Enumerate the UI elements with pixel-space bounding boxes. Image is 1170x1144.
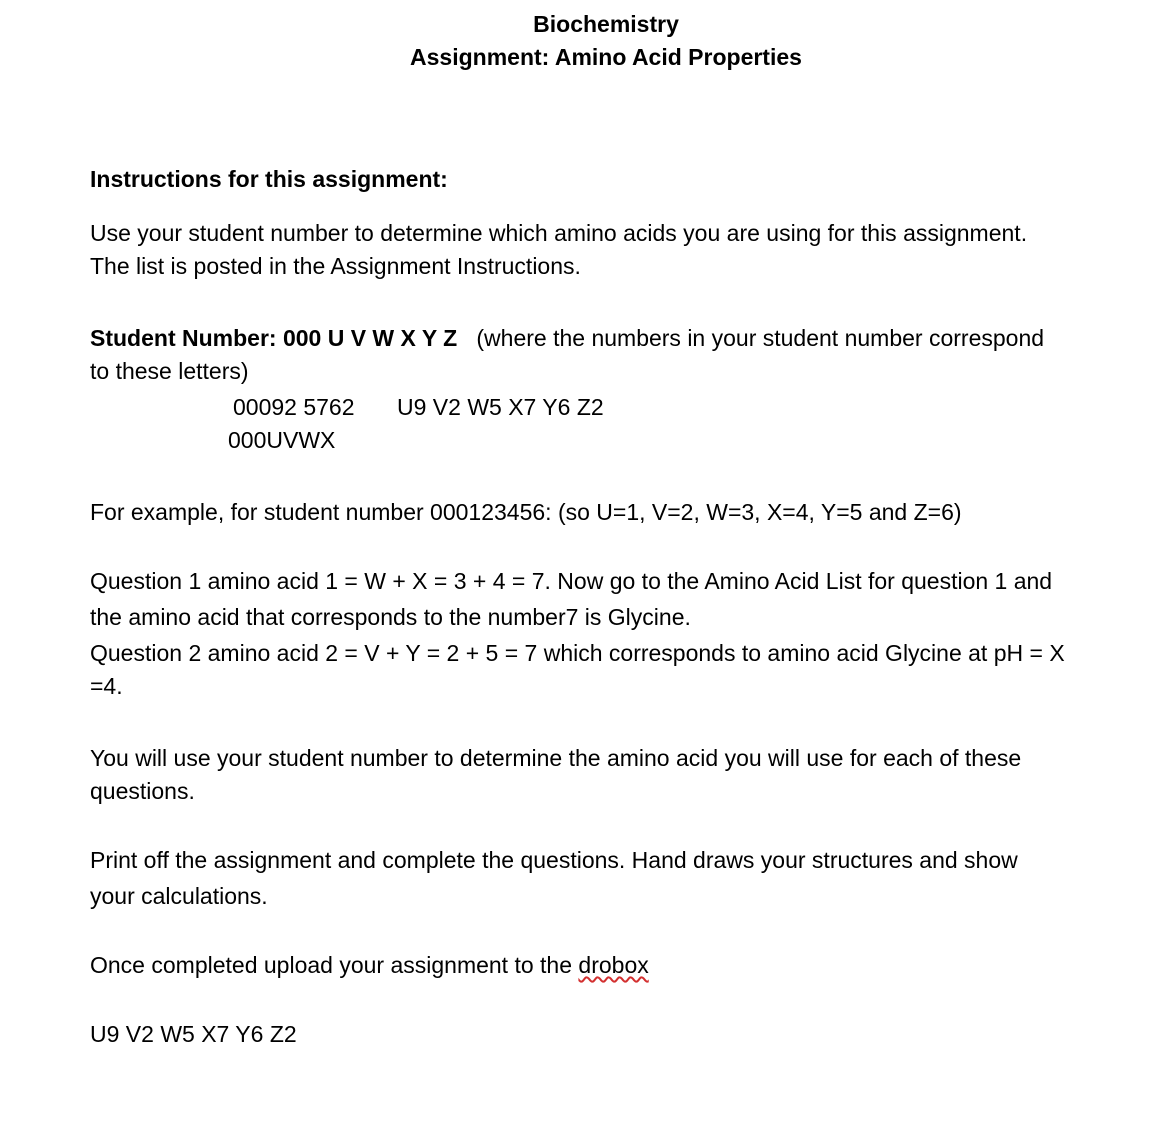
instructions-line-2: The list is posted in the Assignment Instructions. [90, 253, 581, 279]
student-number-note-continued: to these letters) [90, 358, 249, 384]
example-intro: For example, for student number 000123456: (so U=1, V=2, W=3, X=4, Y=5 and Z=6) [90, 499, 962, 525]
example-question-1-line-2: the amino acid that corresponds to the number7 is Glycine. [90, 604, 691, 630]
title-block [0, 8, 1170, 74]
student-number-mapping: U9 V2 W5 X7 Y6 Z2 [397, 394, 604, 420]
footer-mapping: U9 V2 W5 X7 Y6 Z2 [90, 1021, 297, 1047]
student-number-line [90, 322, 1120, 355]
assignment-title: Assignment: Amino Acid Properties [410, 44, 802, 70]
example-question-2-line-2: =4. [90, 673, 123, 699]
example-question-1-line-1: Question 1 amino acid 1 = W + X = 3 + 4 = 7. Now go to the Amino Acid List for question 1 and [90, 568, 1053, 594]
instructions-line-1: Use your student number to determine which amino acids you are using for this assignment. [90, 220, 1028, 246]
misspelled-word-dropbox[interactable]: drobox [578, 952, 649, 978]
upload-text: Once completed upload your assignment to the [90, 952, 579, 978]
instructions-heading: Instructions for this assignment: [90, 166, 448, 192]
example-question-2-line-1: Question 2 amino acid 2 = V + Y = 2 + 5 = 7 which corresponds to amino acid Glycine at pH = X [90, 640, 1065, 666]
student-number-letters: 000UVWX [228, 427, 336, 453]
print-line-2: your calculations. [90, 883, 268, 909]
usage-line-2: questions. [90, 778, 195, 804]
print-line-1: Print off the assignment and complete the questions. Hand draws your structures and show [90, 847, 1018, 873]
upload-line [90, 949, 1120, 982]
usage-line-1: You will use your student number to determine the amino acid you will use for each of these [90, 745, 1022, 771]
student-number-value: 00092 5762 [233, 394, 355, 420]
student-number-note: (where the numbers in your student number correspond [476, 325, 1045, 351]
student-number-label: Student Number: 000 U V W X Y Z [90, 325, 458, 351]
course-title: Biochemistry [533, 11, 679, 37]
